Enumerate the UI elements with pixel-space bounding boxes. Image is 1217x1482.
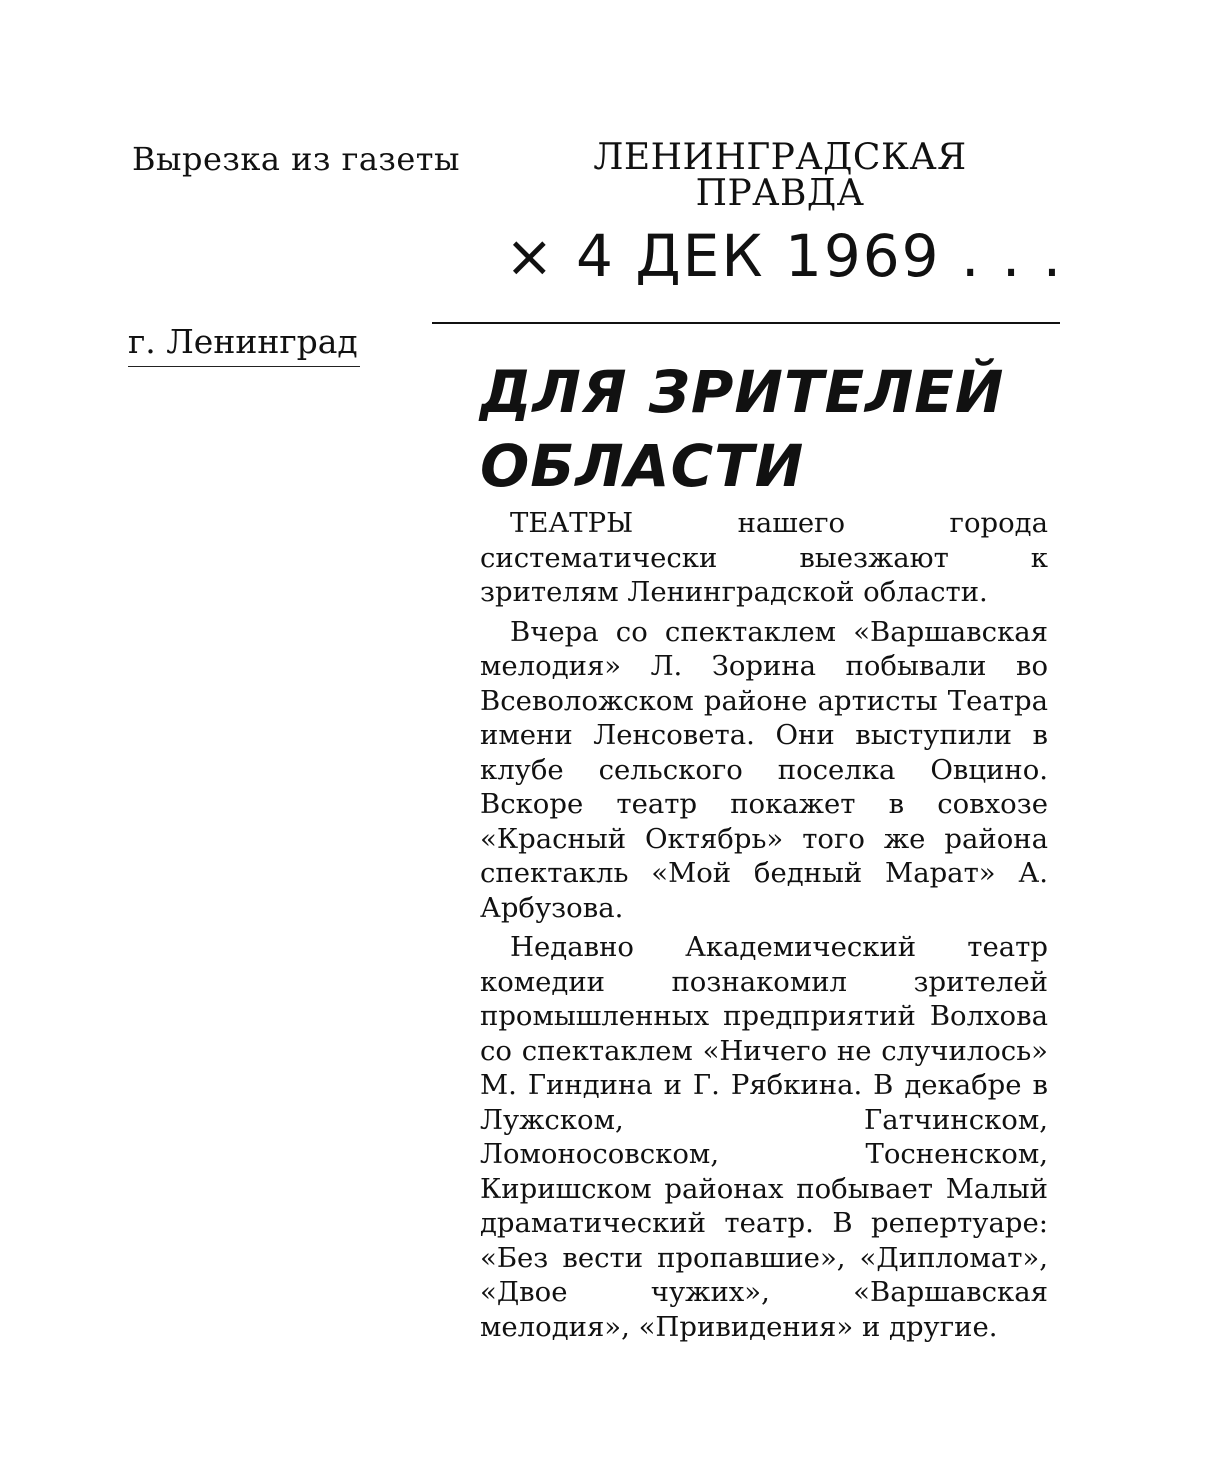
column-rule [432,322,1060,324]
newspaper-name [560,137,1000,214]
newspaper-name-line1: ЛЕНИНГРАДСКАЯ [593,137,967,178]
date-stamp: × 4 ДЕК 1969 . . . [505,222,1064,290]
article-paragraph: Недавно Академический театр комедии познакомил зрителей промышленных предприятий Волхова со спектаклем «Ничего не случилось» М. Гиндина и Г. Рябкина. В декабре в Лужском, Гатчинском, Ломоносовском, Тосненском, Киришском районах побывает Малый драматический театр. В репертуаре: «Без вести пропавшие», «Дипломат», «Двое чужих», «Варшавская мелодия», «Привидения» и другие. [480,931,1048,1343]
headline-line2: ОБЛАСТИ [480,432,805,500]
city-underline [128,366,360,367]
article-headline [480,355,1040,503]
newspaper-name-line2: ПРАВДА [695,173,865,214]
clipping-label: Вырезка из газеты [132,140,460,178]
city-label: г. Ленинград [128,322,358,361]
article-paragraph: Вчера со спектаклем «Варшавская мелодия» Л. Зорина побывали во Всеволожском районе артисты Театра имени Ленсовета. Они выступили в клубе сельского поселка Овцино. Вскоре театр покажет в совхозе «Красный Октябрь» того же района спектакль «Мой бедный Марат» А. Арбузова. [480,615,1048,924]
article-body [480,506,1048,1349]
article-paragraph: ТЕАТРЫ нашего города систематически выезжают к зрителям Ленинградской области. [480,507,1048,608]
headline-line1: ДЛЯ ЗРИТЕЛЕЙ [480,358,1005,426]
